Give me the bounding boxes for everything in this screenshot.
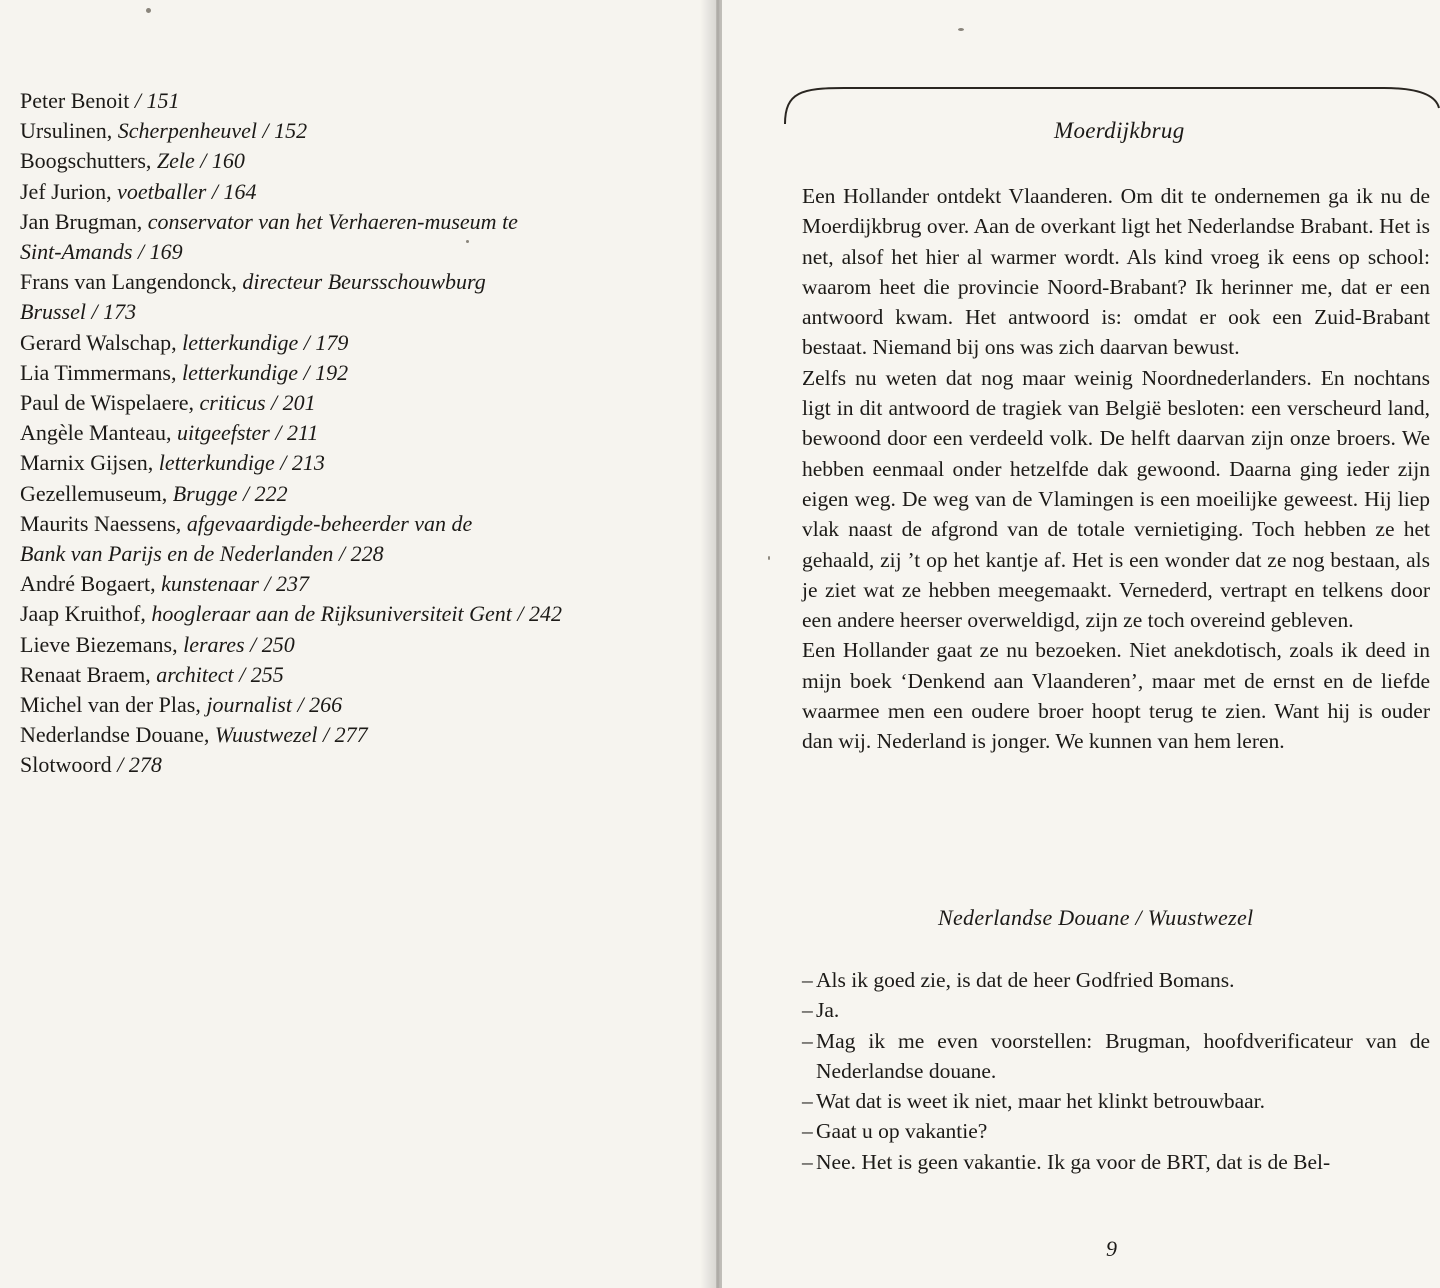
toc-separator: / xyxy=(237,480,255,506)
dialogue-dash: – xyxy=(802,1089,813,1114)
dialogue-line xyxy=(802,1026,1430,1087)
toc-separator: / xyxy=(265,390,283,416)
paper-speck xyxy=(768,556,770,560)
toc-page-number: 222 xyxy=(254,480,288,506)
toc-entry xyxy=(20,509,700,539)
toc-description: lerares xyxy=(183,631,245,657)
paragraph: Een Hollander gaat ze nu bezoeken. Niet anekdotisch, zoals ik deed in mijn boek ‘Denkend aan Vlaanderen’, maar met de ernst en de liefde waarmee men een oudere broer hoopt terug te zien. Want hij is ouder dan wij. Nederland is jonger. We kunnen van hem leren. xyxy=(802,638,1430,754)
toc-separator: / xyxy=(511,601,529,627)
toc-description: Brugge xyxy=(172,480,238,506)
toc-name: Peter Benoit xyxy=(20,88,130,113)
toc-entry xyxy=(20,479,700,509)
toc-description: Scherpenheuvel xyxy=(117,118,258,144)
toc-entry xyxy=(20,660,700,690)
paragraph: Zelfs nu weten dat nog maar weinig Noordnederlanders. En nochtans ligt in dit antwoord de tragiek van België besloten: een verscheurd land, bewoond door een verdeeld volk. De helft daarvan zijn onze broers. We hebben eenmaal onder hetzelfde dak gewoond. Daarna ging ieder zijn eigen weg. De weg van de Vlamingen is een moeilijke geweest. Hij liep vlak naast de afgrond van de totale vernietiging. Toch hebben ze het gehaald, zij ’t op het kantje af. Het is een wonder dat ze nog bestaan, als je ziet wat ze hebben meegemaakt. Vernederd, vertrapt en telkens door een andere heerser overweldigd, zijn ze toch overeind gebleven. xyxy=(802,365,1430,633)
dialogue-text: Nee. Het is geen vakantie. Ik ga voor de BRT, dat is de Bel- xyxy=(816,1149,1331,1174)
toc-separator: / xyxy=(86,299,104,325)
toc-name: Renaat Braem, xyxy=(20,661,157,687)
dialogue-line xyxy=(802,1086,1430,1116)
dialogue-line xyxy=(802,1116,1430,1146)
toc-entry-continuation xyxy=(20,297,700,327)
toc-separator: / xyxy=(298,329,316,355)
toc-page-number: 201 xyxy=(282,390,316,416)
toc-description: Bank van Parijs en de Nederlanden xyxy=(20,541,334,567)
dialogue-text: Ja. xyxy=(816,998,840,1023)
toc-description: hoogleraar aan de Rijksuniversiteit Gent xyxy=(151,601,512,627)
toc-page-number: 179 xyxy=(315,329,349,355)
toc-description: journalist xyxy=(206,692,292,718)
toc-entry xyxy=(20,599,700,629)
toc-description: letterkundige xyxy=(181,359,299,385)
toc-separator: / xyxy=(258,571,277,597)
toc-name: Michel van der Plas, xyxy=(20,692,207,718)
toc-separator: / xyxy=(132,239,150,265)
toc-entry xyxy=(20,146,700,176)
toc-entry xyxy=(20,267,700,297)
toc-entry xyxy=(20,448,700,478)
dialogue-text: Wat dat is weet ik niet, maar het klinkt betrouwbaar. xyxy=(816,1089,1266,1114)
toc-description: kunstenaar xyxy=(161,571,259,597)
toc-name: Slotwoord xyxy=(20,752,112,778)
paper-speck xyxy=(466,240,469,243)
dialogue-dash: – xyxy=(802,1119,813,1144)
paper-speck xyxy=(146,8,151,13)
toc-entry xyxy=(20,720,700,750)
toc-page-number: 213 xyxy=(291,450,325,476)
toc-name: Lia Timmermans, xyxy=(20,359,182,385)
toc-separator: / xyxy=(206,178,224,204)
toc-name: Nederlandse Douane, xyxy=(20,722,215,748)
toc-entry xyxy=(20,750,700,780)
toc-entry xyxy=(20,116,700,146)
dialogue-dash: – xyxy=(802,968,813,992)
table-of-contents xyxy=(20,86,700,781)
right-page xyxy=(722,0,1440,1288)
toc-description: Zele xyxy=(156,148,195,174)
dialogue-text: Gaat u op vakantie? xyxy=(816,1119,988,1144)
toc-entry xyxy=(20,177,700,207)
toc-page-number: 151 xyxy=(146,88,180,113)
toc-name: André Bogaert, xyxy=(20,571,162,597)
toc-page-number: 211 xyxy=(287,420,319,446)
toc-entry xyxy=(20,328,700,358)
toc-separator: / xyxy=(317,722,335,748)
toc-page-number: 152 xyxy=(274,118,308,144)
paragraph: Een Hollander ontdekt Vlaanderen. Om dit te ondernemen ga ik nu de Moerdijkbrug over. Aan de overkant ligt het Nederlandse Brabant. Het is net, alsof het hier al warmer wordt. Als kind vroeg ik eens op school: waarom heet die provincie Noord-Brabant? Ik herinner me, dat er een antwoord kwam. Het antwoord is: omdat er ook een Zuid-Brabant bestaat. Niemand bij ons was zich daarvan bewust. xyxy=(802,184,1430,360)
toc-entry xyxy=(20,630,700,660)
toc-description: letterkundige xyxy=(182,329,299,355)
toc-entry xyxy=(20,358,700,388)
toc-name: Frans van Langendonck, xyxy=(20,269,243,295)
toc-entry xyxy=(20,207,700,237)
toc-description: afgevaardigde-beheerder van de xyxy=(186,510,473,536)
dialogue xyxy=(802,965,1430,1177)
toc-description: architect xyxy=(156,661,234,687)
toc-description: criticus xyxy=(199,390,266,416)
dialogue-line xyxy=(802,1147,1430,1177)
toc-entry-continuation xyxy=(20,539,700,569)
toc-page-number: 160 xyxy=(211,148,245,174)
toc-separator: / xyxy=(291,692,310,718)
toc-name: Marnix Gijsen, xyxy=(20,450,159,476)
toc-entry xyxy=(20,418,700,448)
toc-separator: / xyxy=(274,450,292,476)
toc-name: Jaap Kruithof, xyxy=(20,601,152,627)
toc-page-number: 192 xyxy=(315,359,349,385)
dialogue-line xyxy=(802,995,1430,1025)
toc-name: Paul de Wispelaere, xyxy=(20,390,200,416)
section-heading: Nederlandse Douane / Wuustwezel xyxy=(938,905,1254,930)
toc-separator: / xyxy=(257,118,275,144)
toc-separator: / xyxy=(244,631,262,657)
toc-description: directeur Beursschouwburg xyxy=(242,269,486,295)
toc-name: Gerard Walschap, xyxy=(20,329,183,355)
dialogue-dash: – xyxy=(802,1028,813,1053)
toc-name: Maurits Naessens, xyxy=(20,510,187,536)
toc-name: Angèle Manteau, xyxy=(20,420,177,446)
toc-name: Boogschutters, xyxy=(20,148,157,174)
toc-description: conservator van het Verhaeren-museum te xyxy=(147,208,518,234)
toc-separator: / xyxy=(129,88,147,113)
toc-entry xyxy=(20,690,700,720)
toc-separator: / xyxy=(233,661,251,687)
toc-page-number: 164 xyxy=(223,178,257,204)
toc-entry xyxy=(20,569,700,599)
toc-entry xyxy=(20,86,700,116)
toc-description: uitgeefster xyxy=(177,420,270,446)
toc-separator: / xyxy=(269,420,287,446)
page-number: 9 xyxy=(1106,1236,1117,1261)
paper-speck xyxy=(958,28,964,31)
toc-page-number: 277 xyxy=(334,722,368,748)
toc-page-number: 237 xyxy=(276,571,310,597)
chapter-title: Moerdijkbrug xyxy=(1054,118,1185,143)
toc-entry-continuation xyxy=(20,237,700,267)
toc-description: voetballer xyxy=(117,178,207,204)
toc-name: Jef Jurion, xyxy=(20,178,118,204)
toc-page-number: 255 xyxy=(250,661,284,687)
toc-entry xyxy=(20,388,700,418)
dialogue-line xyxy=(802,965,1430,995)
dialogue-text: Mag ik me even voorstellen: Brugman, hoofdverificateur van de Nederlandse douane. xyxy=(816,1028,1430,1083)
dialogue-dash: – xyxy=(802,1149,813,1174)
toc-description: Wuustwezel xyxy=(214,722,318,748)
toc-separator: / xyxy=(298,359,316,385)
toc-page-number: 278 xyxy=(128,752,162,778)
toc-name: Ursulinen, xyxy=(20,118,118,144)
dialogue-text: Als ik goed zie, is dat de heer Godfried Bomans. xyxy=(816,968,1235,992)
toc-separator: / xyxy=(333,541,351,567)
toc-separator: / xyxy=(194,148,212,174)
toc-page-number: 266 xyxy=(309,692,343,718)
toc-page-number: 242 xyxy=(528,601,562,627)
toc-page-number: 169 xyxy=(149,239,183,265)
toc-description: Sint-Amands xyxy=(20,239,133,265)
left-page xyxy=(0,0,716,1288)
toc-page-number: 250 xyxy=(261,631,295,657)
body-text xyxy=(802,181,1430,757)
toc-page-number: 228 xyxy=(350,541,384,567)
toc-name: Jan Brugman, xyxy=(20,208,148,234)
toc-page-number: 173 xyxy=(103,299,137,325)
dialogue-dash: – xyxy=(802,998,813,1023)
toc-name: Lieve Biezemans, xyxy=(20,631,184,657)
toc-name: Gezellemuseum, xyxy=(20,480,173,506)
toc-separator: / xyxy=(111,752,129,778)
toc-description: Brussel xyxy=(20,299,86,325)
toc-description: letterkundige xyxy=(158,450,275,476)
